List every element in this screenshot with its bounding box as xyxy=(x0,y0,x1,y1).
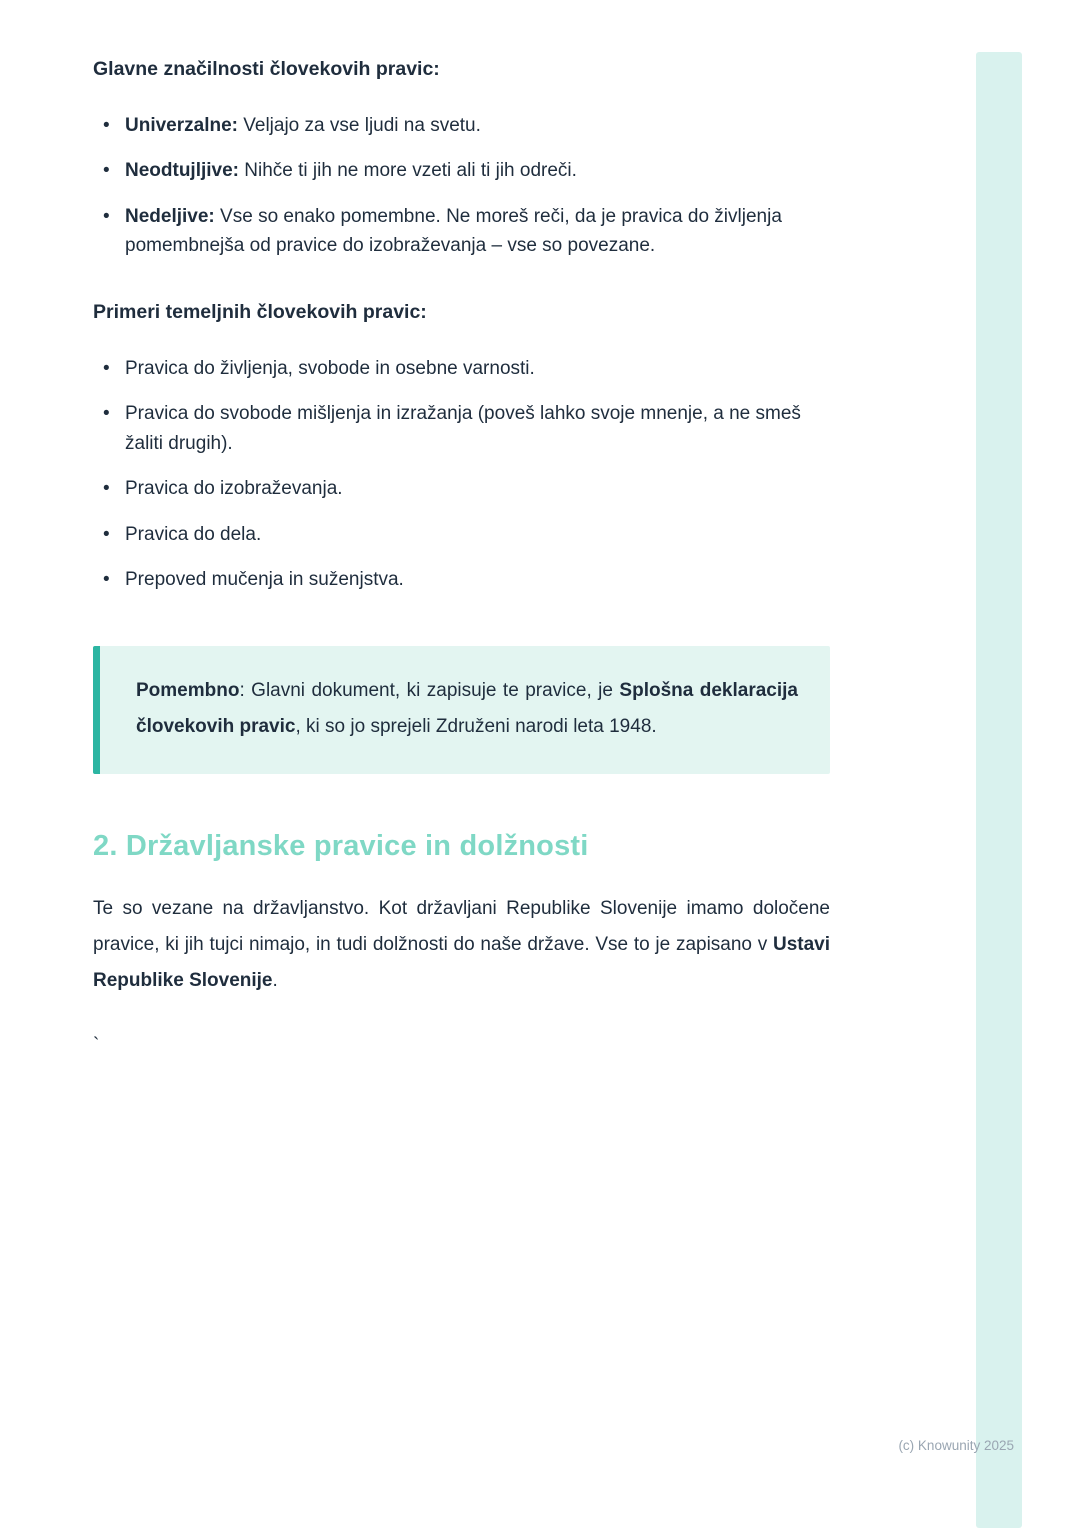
bullet-text: Vse so enako pomembne. Ne moreš reči, da je pravica do življenja pomembnejša od pravice do izobraževanja – vse so povezane. xyxy=(125,205,782,257)
list-item xyxy=(93,520,830,549)
paragraph-text: . xyxy=(272,969,278,991)
citizen-rights-paragraph xyxy=(93,891,830,999)
bullet-text: Pravica do izobraževanja. xyxy=(125,478,343,500)
bullet-text: Pravica do dela. xyxy=(125,523,262,545)
callout-text: , ki so jo sprejeli Združeni narodi leta 1948. xyxy=(295,715,657,737)
heading-rights-examples: Primeri temeljnih človekovih pravic: xyxy=(93,300,427,323)
paragraph-text: Te so vezane na državljanstvo. Kot državljani Republike Slovenije imamo določene pravice, ki jih tujci nimajo, in tudi dolžnosti do naše države. Vse to je zapisano v xyxy=(93,897,830,955)
bullet-term: Neodtujljive: xyxy=(125,160,240,182)
list-item xyxy=(93,354,830,383)
section-heading-citizen-rights: 2. Državljanske pravice in dolžnosti xyxy=(93,829,589,862)
list-item xyxy=(93,399,830,458)
characteristics-list xyxy=(93,111,830,261)
heading-main-characteristics: Glavne značilnosti človekovih pravic: xyxy=(93,58,440,80)
bullet-text: Nihče ti jih ne more vzeti ali ti jih odreči. xyxy=(239,160,577,182)
bullet-term: Univerzalne: xyxy=(125,115,238,136)
copyright-footer: (c) Knowunity 2025 xyxy=(898,1438,1014,1453)
bullet-term: Nedeljive: xyxy=(125,205,215,227)
list-item xyxy=(93,156,830,185)
callout-document-name: Splošna deklaracija človekovih pravic xyxy=(136,680,799,737)
callout-term: Pomembno xyxy=(136,680,240,702)
callout-text: : Glavni dokument, ki zapisuje te pravice, je xyxy=(239,680,620,702)
important-callout xyxy=(93,646,830,773)
list-item xyxy=(93,474,830,503)
bullet-text: Veljajo za vse ljudi na svetu. xyxy=(237,115,481,136)
bullet-text: Pravica do svobode mišljenja in izražanja (poveš lahko svoje mnenje, a ne smeš žaliti drugih). xyxy=(125,403,801,454)
page-content xyxy=(93,0,830,1057)
right-accent-stripe xyxy=(976,52,1022,1528)
bullet-text: Prepoved mučenja in suženjstva. xyxy=(125,568,404,590)
bullet-text: Pravica do življenja, svobode in osebne varnosti. xyxy=(125,357,535,379)
list-item xyxy=(93,202,830,261)
list-item xyxy=(93,565,830,594)
stray-backtick: ` xyxy=(93,1034,100,1056)
constitution-name: Ustavi Republike Slovenije xyxy=(93,933,830,991)
list-item xyxy=(93,111,830,140)
rights-examples-list xyxy=(93,354,830,595)
